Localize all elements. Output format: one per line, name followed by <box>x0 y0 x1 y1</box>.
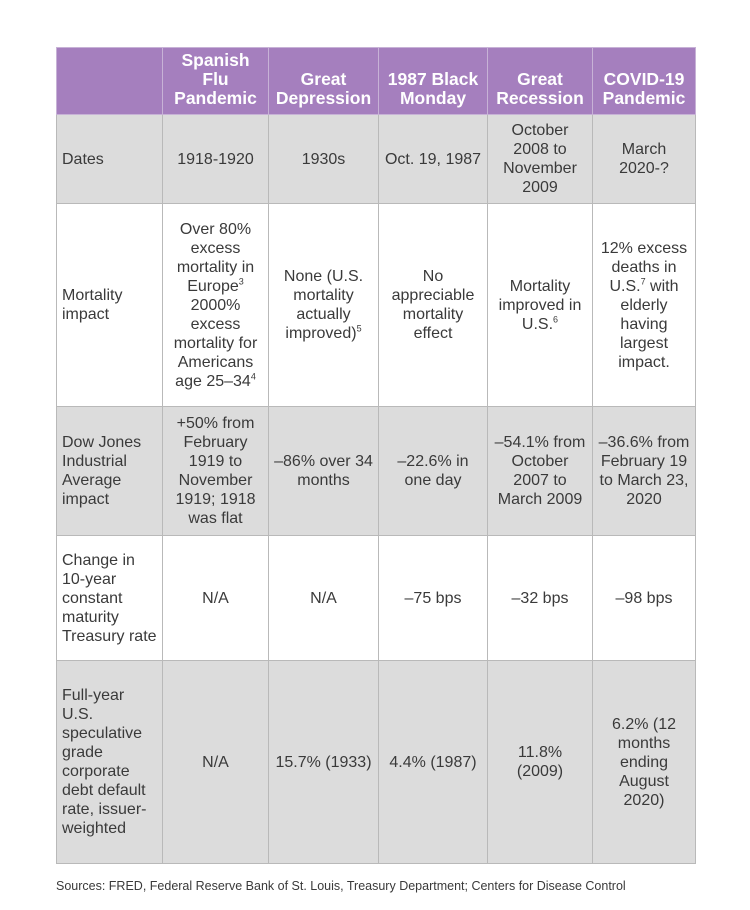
header-covid-19: COVID-19 Pandemic <box>593 48 696 115</box>
table-cell: N/A <box>163 661 269 864</box>
table-cell <box>163 204 269 407</box>
row-label: Dates <box>57 115 163 204</box>
table-cell: 6.2% (12 months ending August 2020) <box>593 661 696 864</box>
cell-text: Over 80% excess mortality in Europe <box>176 220 255 295</box>
table-row-dow-jones <box>57 407 696 536</box>
row-label: Full-year U.S. speculative grade corporate debt default rate, issuer-weighted <box>57 661 163 864</box>
footnote-marker: 3 <box>238 276 244 287</box>
table-cell: 1930s <box>269 115 379 204</box>
row-label: Dow Jones Industrial Average impact <box>57 407 163 536</box>
table-cell: 4.4% (1987) <box>379 661 488 864</box>
table-cell: 11.8% (2009) <box>488 661 593 864</box>
footnote-marker: 4 <box>250 371 256 382</box>
table-cell: Oct. 19, 1987 <box>379 115 488 204</box>
table-cell: +50% from February 1919 to November 1919; 1918 was flat <box>163 407 269 536</box>
table-cell: March 2020-? <box>593 115 696 204</box>
table-cell: –54.1% from October 2007 to March 2009 <box>488 407 593 536</box>
footnote-marker: 5 <box>356 323 362 334</box>
table-row-treasury-rate <box>57 536 696 661</box>
table-cell: N/A <box>163 536 269 661</box>
table-cell: No appreciable mortality effect <box>379 204 488 407</box>
table-cell: –22.6% in one day <box>379 407 488 536</box>
table-row-dates <box>57 115 696 204</box>
table-cell <box>269 204 379 407</box>
header-great-depression: Great Depression <box>269 48 379 115</box>
cell-text: Mortality improved in U.S. <box>498 277 582 333</box>
header-great-recession: Great Recession <box>488 48 593 115</box>
row-label: Mortality impact <box>57 204 163 407</box>
header-black-monday: 1987 Black Monday <box>379 48 488 115</box>
cell-text: None (U.S. mortality actually improved) <box>283 268 364 342</box>
table-cell <box>593 204 696 407</box>
table-row-mortality <box>57 204 696 407</box>
footnote-marker: 6 <box>553 314 559 325</box>
table-cell: 15.7% (1933) <box>269 661 379 864</box>
table-cell: –32 bps <box>488 536 593 661</box>
header-spanish-flu: Spanish Flu Pandemic <box>163 48 269 115</box>
table-cell: N/A <box>269 536 379 661</box>
cell-text: with elderly having largest impact. <box>618 277 679 371</box>
crisis-comparison-table <box>56 47 696 864</box>
table-row-default-rate <box>57 661 696 864</box>
header-corner <box>57 48 163 115</box>
table-cell: –75 bps <box>379 536 488 661</box>
table-cell: –86% over 34 months <box>269 407 379 536</box>
cell-text: 2000% excess mortality for Americans age 25–34 <box>173 296 258 390</box>
source-note: Sources: FRED, Federal Reserve Bank of St. Louis, Treasury Department; Centers for Disease Control <box>56 879 626 893</box>
row-label: Change in 10-year constant maturity Treasury rate <box>57 536 163 661</box>
table-cell: October 2008 to November 2009 <box>488 115 593 204</box>
footnote-marker: 7 <box>640 276 646 287</box>
table-cell: –36.6% from February 19 to March 23, 2020 <box>593 407 696 536</box>
header-row <box>57 48 696 115</box>
table-cell <box>488 204 593 407</box>
table-cell: 1918-1920 <box>163 115 269 204</box>
cell-text: 12% excess deaths in U.S. <box>600 239 688 295</box>
table-cell: –98 bps <box>593 536 696 661</box>
